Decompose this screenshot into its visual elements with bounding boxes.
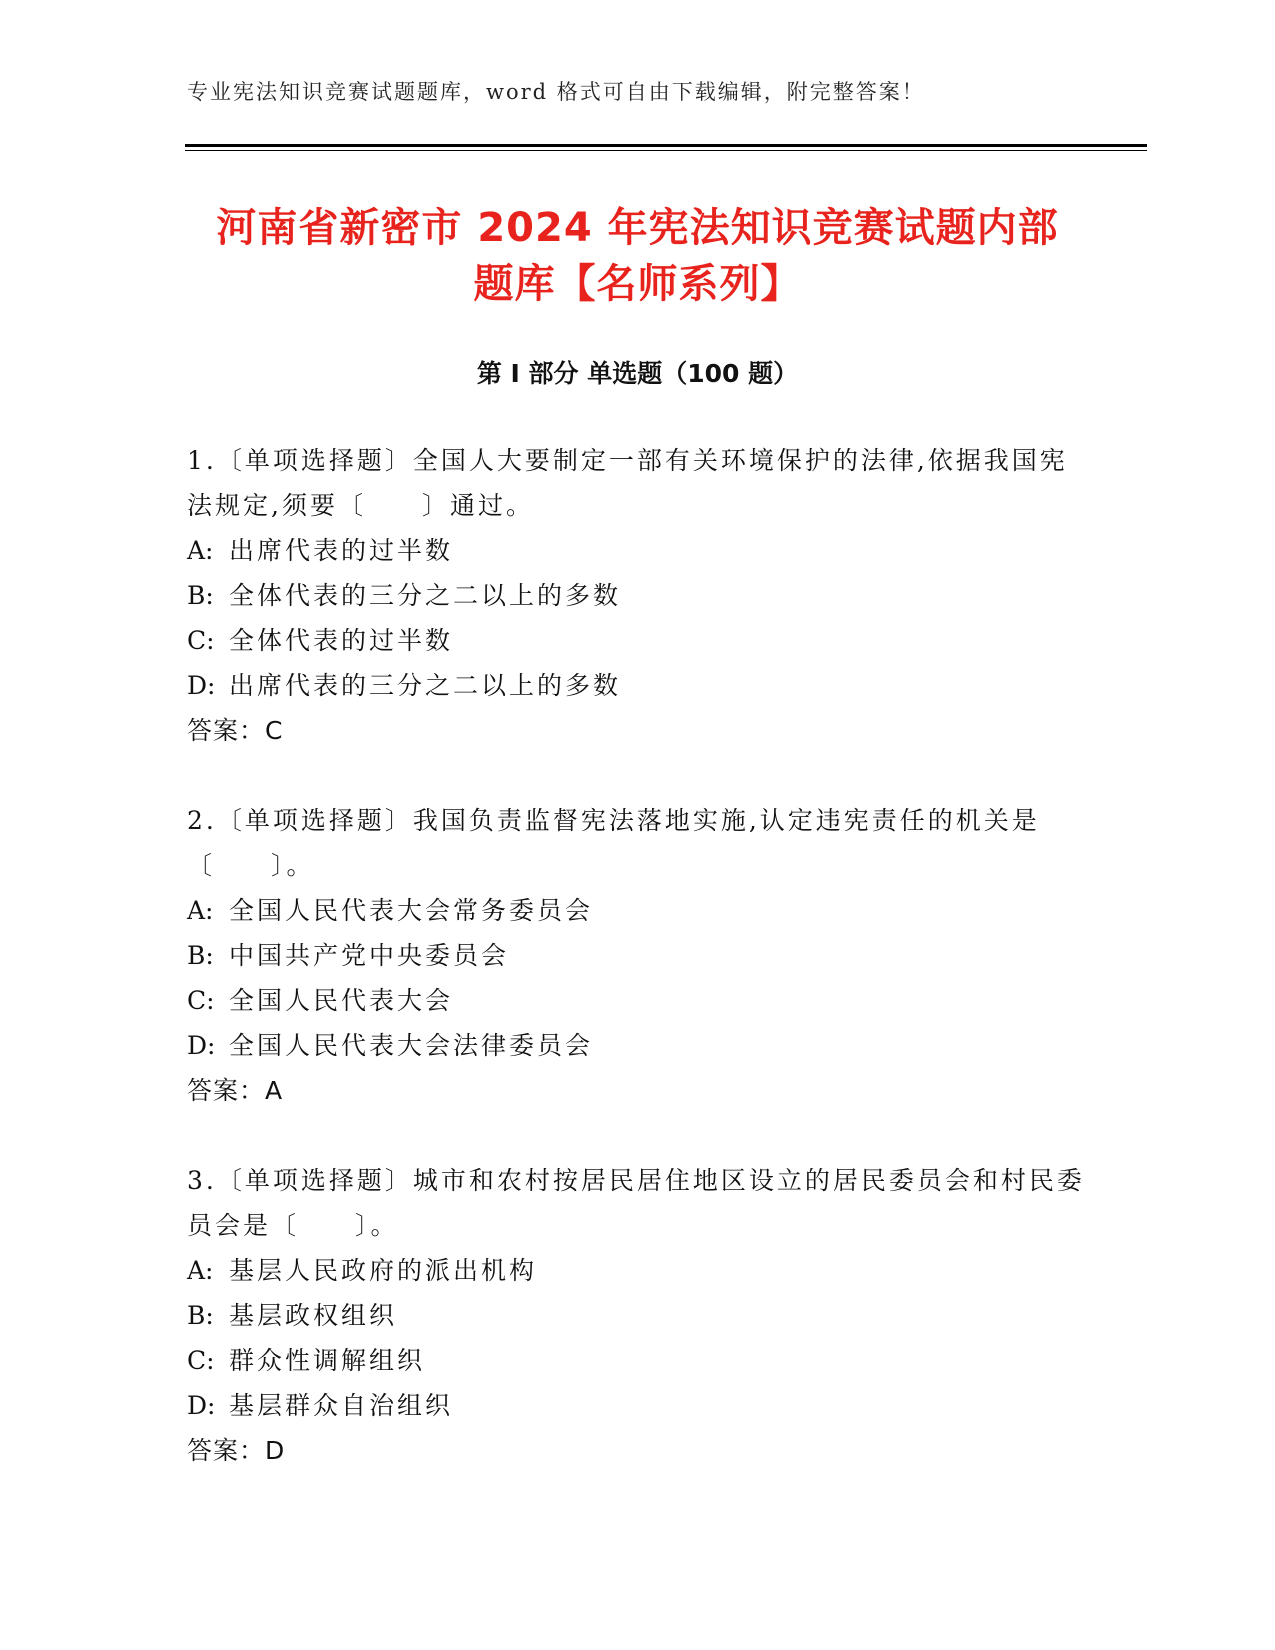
option-letter: B: — [187, 941, 214, 970]
header-note: 专业宪法知识竞赛试题题库，word 格式可自由下载编辑，附完整答案！ — [187, 80, 925, 104]
answer-line: 答案：D — [187, 1436, 286, 1465]
option-letter: A: — [187, 1256, 214, 1285]
option-text: 全体代表的三分之二以上的多数 — [229, 581, 622, 610]
question-stem: 1.〔单项选择题〕全国人大要制定一部有关环境保护的法律,依据我国宪法规定,须要〔 〕通过。 — [187, 446, 1068, 520]
option-d — [187, 1383, 1087, 1428]
option-text: 全体代表的过半数 — [229, 626, 454, 655]
option-text: 基层政权组织 — [229, 1301, 398, 1330]
question-stem: 2.〔单项选择题〕我国负责监督宪法落地实施,认定违宪责任的机关是〔 〕。 — [187, 806, 1040, 880]
option-text: 基层群众自治组织 — [229, 1391, 454, 1420]
option-text: 全国人民代表大会常务委员会 — [229, 896, 594, 925]
question-stem: 3.〔单项选择题〕城市和农村按居民居住地区设立的居民委员会和村民委员会是〔 〕。 — [187, 1166, 1085, 1240]
option-a — [187, 1248, 1087, 1293]
document-title — [150, 200, 1125, 312]
option-d — [187, 663, 1087, 708]
header-rule-thin — [185, 150, 1147, 151]
option-text: 出席代表的三分之二以上的多数 — [229, 671, 622, 700]
question-3 — [187, 1158, 1087, 1473]
option-letter: D: — [187, 1391, 216, 1420]
option-c — [187, 978, 1087, 1023]
option-text: 群众性调解组织 — [229, 1346, 426, 1375]
option-letter: A: — [187, 896, 214, 925]
document-title-line-1: 河南省新密市 2024 年宪法知识竞赛试题内部 — [216, 205, 1059, 251]
document-title-line-2: 题库【名师系列】 — [473, 261, 802, 307]
question-1 — [187, 438, 1087, 753]
section-title: 第 I 部分 单选题（100 题） — [476, 359, 799, 388]
option-letter: C: — [187, 1346, 215, 1375]
option-letter: A: — [187, 536, 214, 565]
option-text: 中国共产党中央委员会 — [229, 941, 510, 970]
option-letter: D: — [187, 671, 216, 700]
option-text: 基层人民政府的派出机构 — [229, 1256, 538, 1285]
option-text: 出席代表的过半数 — [229, 536, 454, 565]
option-d — [187, 1023, 1087, 1068]
answer-line: 答案：A — [187, 1076, 284, 1105]
option-c — [187, 1338, 1087, 1383]
question-2 — [187, 798, 1087, 1113]
option-letter: C: — [187, 626, 215, 655]
option-text: 全国人民代表大会 — [229, 986, 454, 1015]
option-letter: B: — [187, 581, 214, 610]
answer-line: 答案：C — [187, 716, 284, 745]
option-letter: C: — [187, 986, 215, 1015]
header-rule-thick — [185, 144, 1147, 147]
option-a — [187, 528, 1087, 573]
option-text: 全国人民代表大会法律委员会 — [229, 1031, 594, 1060]
option-c — [187, 618, 1087, 663]
option-letter: D: — [187, 1031, 216, 1060]
option-a — [187, 888, 1087, 933]
option-b — [187, 1293, 1087, 1338]
option-b — [187, 933, 1087, 978]
question-list — [187, 438, 1087, 1518]
option-b — [187, 573, 1087, 618]
option-letter: B: — [187, 1301, 214, 1330]
